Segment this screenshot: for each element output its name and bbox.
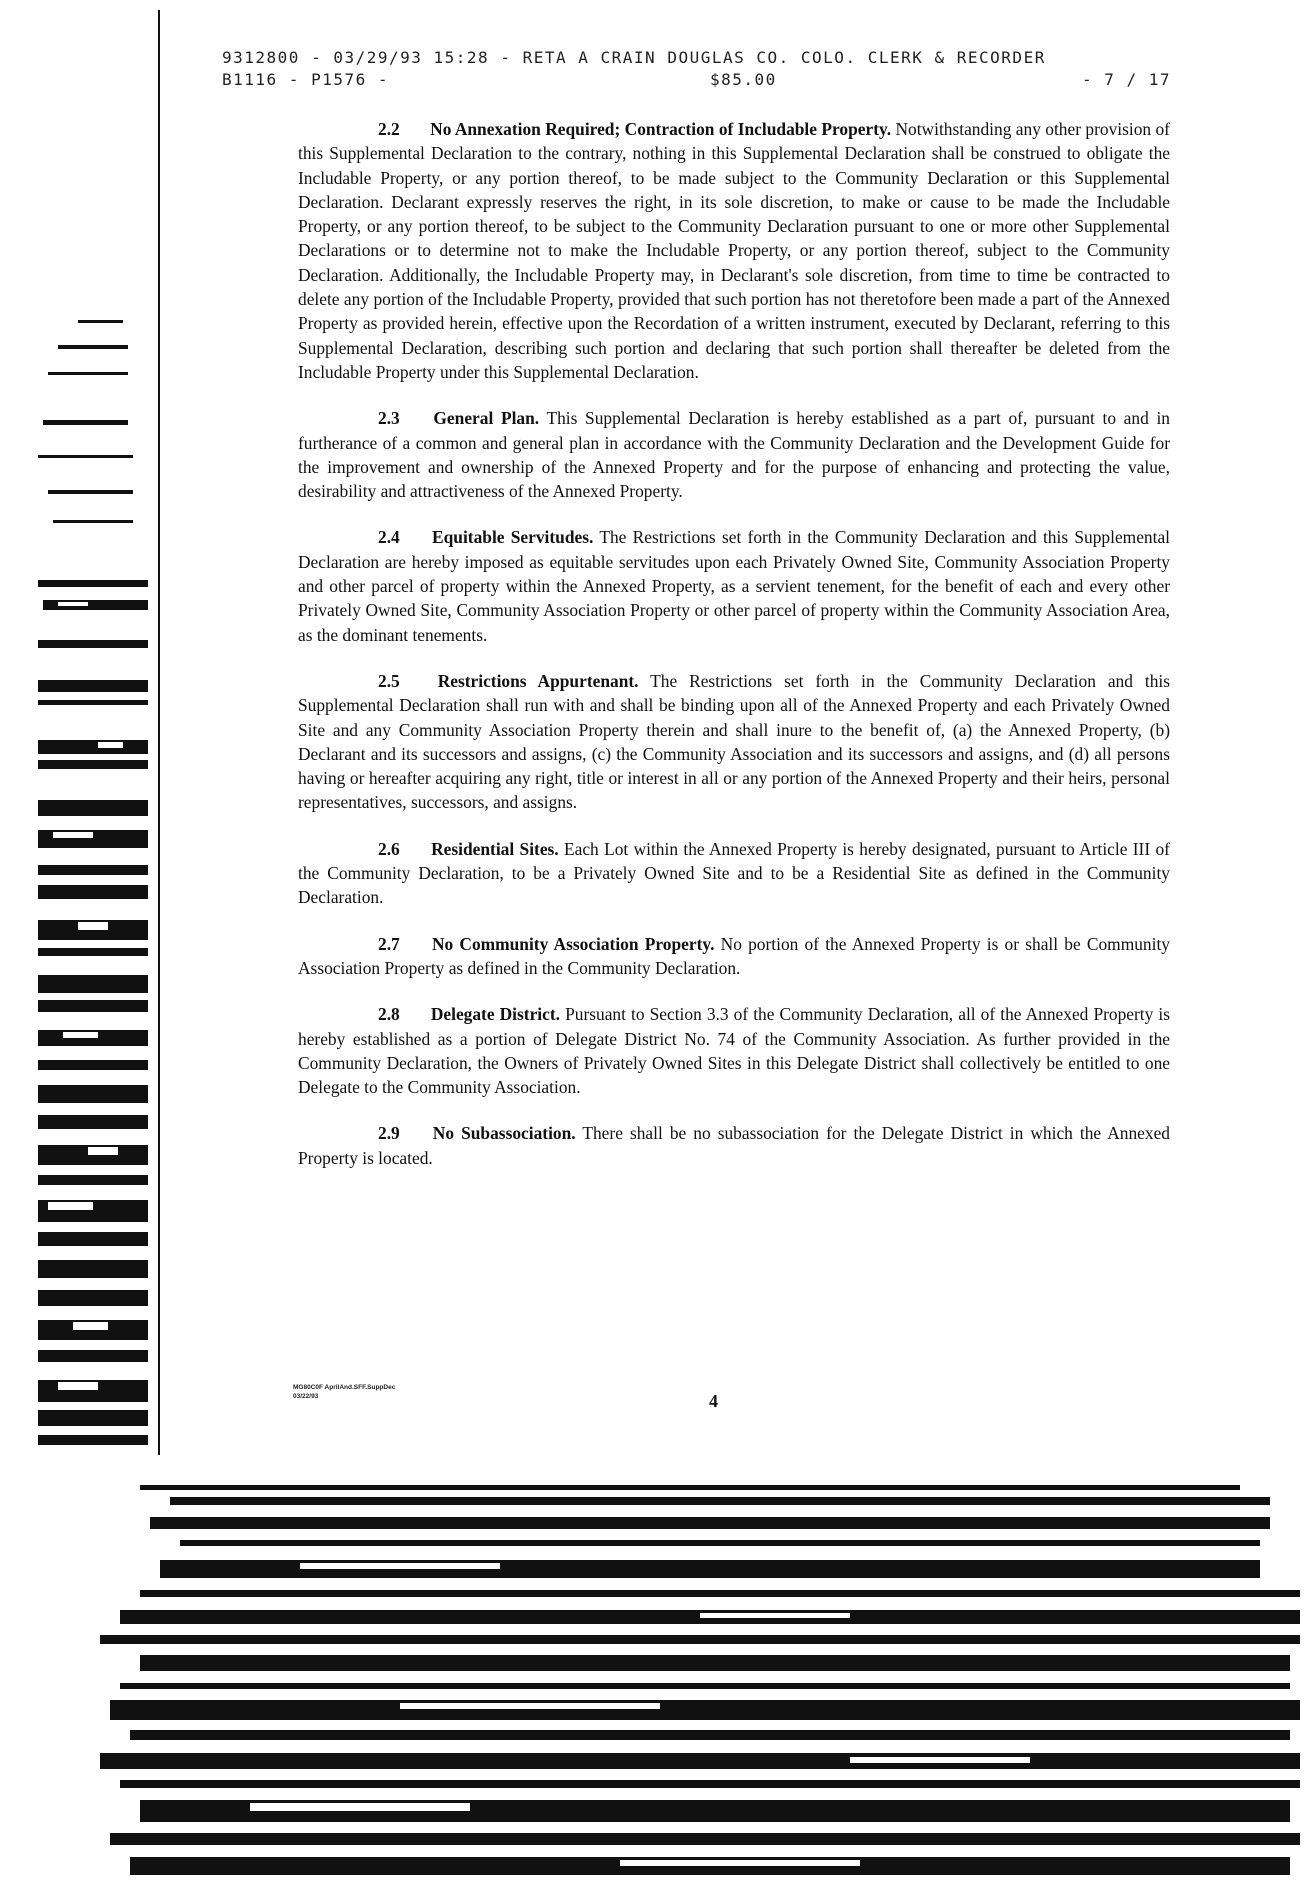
- section-number: 2.3: [378, 408, 400, 429]
- section-title: Delegate District.: [430, 1004, 560, 1025]
- section-text: Notwithstanding any other provision of this Supplemental Declaration to the contrary, nothing in this Supplemental Declaration shall be construed to obligate the Includable Property, or any portion thereof, to be made subject to the Community Declaration or this Supplemental Declaration. Declarant expressly reserves the right, in its sole discretion, to make or cause to be made the Includable Property, or any portion thereof, to be subject to the Community Declaration pursuant to one or more other Supplemental Declarations or to determine not to make the Includable Property, or any portion thereof, subject to the Community Declaration. Additionally, the Includable Property may, in Declarant's sole discretion, from time to time be contracted to delete any portion of the Includable Property, provided that such portion has not theretofore been made a part of the Annexed Property as provided herein, effective upon the Recordation of a written instrument, executed by Declarant, referring to this Supplemental Declaration, describing such portion and declaring that such portion shall thereafter be deleted from the Includable Property under this Supplemental Declaration.: [298, 119, 1170, 382]
- section-number: 2.6: [378, 838, 400, 859]
- section-number: 2.8: [378, 1004, 400, 1025]
- section-text: The Restrictions set forth in the Community Declaration and this Supplemental Declaration shall run with and shall be binding upon all of the Annexed Property and each Privately Owned Site and any Community Association Property therein and shall inure to the benefit of, (a) the Annexed Property, (b) Declarant and its successors and assigns, (c) the Community Association and its successors and assigns, and (d) all persons having or hereafter acquiring any right, title or interest in all or any portion of the Annexed Property and their heirs, personal representatives, successors, and assigns.: [298, 670, 1170, 813]
- document-code: [293, 1383, 395, 1401]
- section-number: 2.7: [378, 933, 400, 954]
- section-text: Each Lot within the Annexed Property is hereby designated, pursuant to Article III of the Community Declaration, to be a Privately Owned Site and to be a Residential Site as defined in the Community Declaration.: [298, 838, 1170, 908]
- section-2-8: [298, 1002, 1170, 1099]
- recording-fee: $85.00: [710, 70, 777, 89]
- section-text: The Restrictions set forth in the Community Declaration and this Supplemental Declaration are hereby imposed as equitable servitudes upon each Privately Owned Site, Community Association Property and other parcel of property within the Annexed Property, as a servient tenement, for the benefit of each and every other Privately Owned Site, Community Association Property or other parcel of property within the Community Association Area, as the dominant tenements.: [298, 527, 1170, 645]
- section-title: Residential Sites.: [431, 838, 559, 859]
- section-2-3: [298, 406, 1170, 503]
- scan-artifact-bottom: [0, 1485, 1312, 1885]
- document-body: [298, 117, 1170, 1192]
- section-number: 2.9: [378, 1123, 400, 1144]
- section-title: Equitable Servitudes.: [432, 527, 594, 548]
- section-2-4: [298, 525, 1170, 646]
- recording-stamp: [222, 48, 1227, 92]
- section-2-5: [298, 669, 1170, 815]
- page-count: - 7 / 17: [1082, 70, 1172, 89]
- section-2-6: [298, 837, 1170, 910]
- scan-artifact-left-edge: [18, 0, 148, 1460]
- section-2-2: [298, 117, 1170, 384]
- section-title: No Community Association Property.: [431, 933, 715, 954]
- scan-artifact-vertical-line: [158, 10, 160, 1455]
- section-text: No portion of the Annexed Property is or shall be Community Association Property as defined in the Community Declaration.: [298, 933, 1170, 978]
- section-number: 2.5: [378, 670, 400, 691]
- section-text: Pursuant to Section 3.3 of the Community Declaration, all of the Annexed Property is hereby established as a portion of Delegate District No. 74 of the Community Association. As further provided in the Community Declaration, the Owners of Privately Owned Sites in this Delegate District shall collectively be entitled to one Delegate to the Community Association.: [298, 1004, 1170, 1098]
- section-2-9: [298, 1121, 1170, 1170]
- section-2-7: [298, 932, 1170, 981]
- section-number: 2.4: [378, 527, 400, 548]
- recording-info: 9312800 - 03/29/93 15:28 - RETA A CRAIN DOUGLAS CO. COLO. CLERK & RECORDER: [222, 48, 1046, 67]
- stamp-line-1: [222, 48, 1227, 70]
- stamp-line-2: [222, 70, 1227, 92]
- section-title: No Annexation Required; Contraction of Includable Property.: [430, 119, 892, 139]
- page-number: 4: [709, 1391, 718, 1411]
- section-title: General Plan.: [433, 408, 540, 429]
- section-title: No Subassociation.: [432, 1123, 576, 1144]
- section-title: Restrictions Appurtenant.: [437, 670, 639, 691]
- document-code-line-1: MG80C0F AprilAnd.SFF.SuppDec: [293, 1384, 396, 1391]
- document-code-line-2: 03/22/93: [293, 1393, 319, 1400]
- section-number: 2.2: [378, 119, 400, 139]
- book-page-reference: B1116 - P1576 -: [222, 70, 389, 89]
- section-text: This Supplemental Declaration is hereby established as a part of, pursuant to and in furtherance of a common and general plan in accordance with the Community Declaration and the Development Guide for the improvement and ownership of the Annexed Property and for the purpose of enhancing and protecting the value, desirability and attractiveness of the Annexed Property.: [298, 408, 1170, 502]
- section-text: There shall be no subassociation for the Delegate District in which the Annexed Property is located.: [298, 1123, 1170, 1168]
